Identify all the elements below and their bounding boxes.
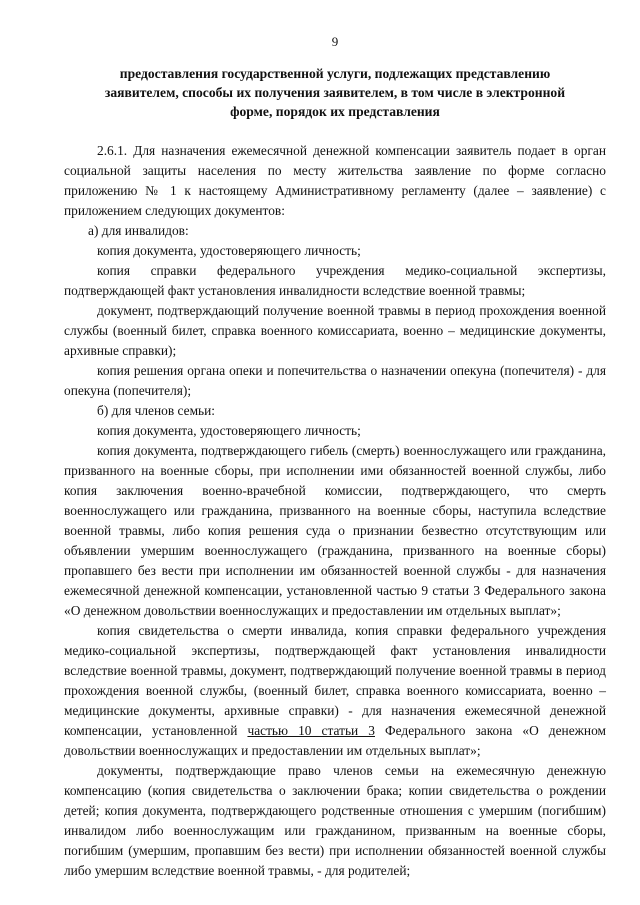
list-item: копия решения органа опеки и попечительства о назначении опекуна (попечителя) - для опекуна (попечителя);: [64, 363, 606, 398]
heading-line: заявителем, способы их получения заявителем, в том числе в электронной: [104, 85, 566, 100]
list-item: копия документа, удостоверяющего личность;: [97, 423, 361, 438]
list-heading-family: б) для членов семьи:: [97, 403, 216, 418]
page-number: 9: [331, 34, 339, 49]
list-item: документы, подтверждающие право членов семьи на ежемесячную денежную компенсацию (копия свидетельства о заключении брака; копии свидетельства о рождении детей; копия документа, подтверждающего родственные отношения с умершим (погибшим) инвалидом либо военнослужащим или гражданином, призванным на военные сборы, погибшим (умершим, пропавшим без вести) при исполнении обязанностей военной службы либо умершим вследствие военной травмы, - для родителей;: [64, 763, 606, 878]
paragraph-2-6-1: 2.6.1. Для назначения ежемесячной денежной компенсации заявитель подает в орган социальной защиты населения по месту жительства заявление по форме согласно приложению № 1 к настоящему Административному регламенту (далее – заявление) с приложением следующих документов:: [64, 143, 606, 218]
document-body: [64, 141, 606, 881]
paragraph-text: копия свидетельства о смерти инвалида, копия справки федерального учреждения медико-социальной экспертизы, подтверждающей факт установления инвалидности вследствие военной травмы, документ, подтверждающий получение военной травмы в период прохождения военной службы, (военный билет, справка военного комиссариата, военно – медицинские документы, архивные справки) - для назначения ежемесячной денежной компенсации, установленной: [64, 623, 606, 738]
paragraph-text: Федерального закона «О денежном довольствии военнослужащих и предоставлении им отдельных выплат»;: [64, 723, 606, 758]
list-item: [64, 621, 606, 761]
list-heading-invalids: а) для инвалидов:: [88, 223, 189, 238]
list-item: копия справки федерального учреждения медико-социальной экспертизы, подтверждающей факт установления инвалидности вследствие военной травмы;: [64, 263, 606, 298]
heading-line: предоставления государственной услуги, подлежащих представлению: [119, 66, 551, 81]
list-item: копия документа, подтверждающего гибель (смерть) военнослужащего или гражданина, призванного на военные сборы, при исполнении ими обязанностей военной службы, либо копия заключения военно-врачебной комиссии, подтверждающего, что смерть военнослужащего или гражданина, призванного на военные сборы, наступила вследствие военной травмы, либо копия решения суда о признании безвестно отсутствующим или объявлении умершим военнослужащего (гражданина, призванного на военные сборы) пропавшего без вести при исполнении им обязанностей военной службы - для назначения ежемесячной денежной компенсации, установленной частью 9 статьи 3 Федерального закона «О денежном довольствии военнослужащих и предоставлении им отдельных выплат»;: [64, 443, 606, 618]
section-heading: [64, 64, 606, 121]
law-reference: частью 10 статьи 3: [247, 723, 375, 738]
list-item: документ, подтверждающий получение военной травмы в период прохождения военной службы (военный билет, справка военного комиссариата, военно – медицинские документы, архивные справки);: [64, 303, 606, 358]
list-item: копия документа, удостоверяющего личность;: [97, 243, 361, 258]
heading-line: форме, порядок их представления: [230, 104, 440, 119]
